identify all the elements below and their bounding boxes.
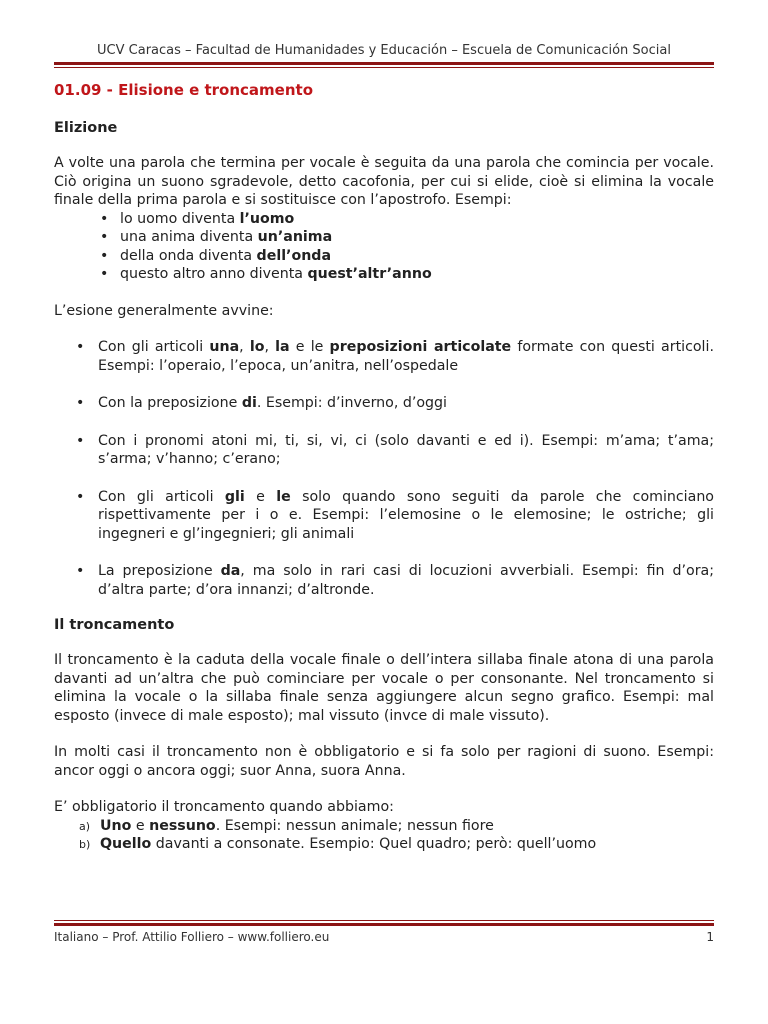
page-number: 1 <box>706 930 714 944</box>
bullet-icon: • <box>100 247 109 264</box>
elizione-intro: A volte una parola che termina per vocale è seguita da una parola che comincia per vocale. Ciò origina un suono sgradevole, detto cacofonia, per cui si elide, cioè si elimina la vocale finale della prima parola e si sostituisce con l’apostrofo. Esempi: <box>54 155 714 208</box>
list-item: • Con la preposizione di. Esempi: d’inverno, d’oggi <box>76 395 448 411</box>
footer-rule <box>54 920 714 926</box>
troncamento-paragraph-1: Il troncamento è la caduta della vocale finale o dell’intera sillaba finale atona di una parola davanti ad un’altra che può cominciare per vocale o per consonante. Nel troncamento si elimina la vocale o la sillaba finale senza aggiungere alcun segno grafico. Esempi: mal esposto (invece di male esposto); mal vissuto (invce di male vissuto). <box>54 652 714 724</box>
bullet-icon: • <box>100 229 109 245</box>
list-item: • Con gli articoli una, lo, la e le preposizioni articolate formate con questi articoli. Esempi: l’operaio, l’epoca, un’anitra, nell’ospedale <box>76 339 714 374</box>
bullet-icon: • <box>76 563 85 579</box>
list-item: b) Quello davanti a consonate. Esempio: Quel quadro; però: quell’uomo <box>54 835 714 854</box>
running-header: UCV Caracas – Facultad de Humanidades y Educación – Escuela de Comunicación Social <box>97 43 671 58</box>
list-letter: b) <box>79 838 91 851</box>
page-title: 01.09 - Elisione e troncamento <box>54 81 314 99</box>
bullet-icon: • <box>100 266 109 282</box>
bullet-icon: • <box>76 395 85 411</box>
section-heading-troncamento: Il troncamento <box>54 617 175 633</box>
troncamento-obligatory-list <box>54 817 714 854</box>
bullet-icon: • <box>76 339 85 355</box>
list-item: • Con i pronomi atoni mi, ti, si, vi, ci (solo davanti e ed i). Esempi: m’ama; t’ama; s’arma; v’hanno; c’erano; <box>76 432 714 467</box>
header-rule <box>54 62 714 68</box>
troncamento-paragraph-2: In molti casi il troncamento non è obbligatorio e si fa solo per ragioni di suono. Esempi: ancor oggi o ancora oggi; suor Anna, suora Anna. <box>54 744 714 779</box>
elizione-examples <box>54 210 714 284</box>
list-item: • della onda diventa dell’onda <box>100 247 332 264</box>
bullet-icon: • <box>76 488 85 505</box>
elisione-general: L’esione generalmente avvine: <box>54 302 274 319</box>
footer-text: Italiano – Prof. Attilio Folliero – www.folliero.eu <box>54 930 330 944</box>
list-item: • questo altro anno diventa quest’altr’anno <box>100 266 432 282</box>
bullet-icon: • <box>100 210 109 227</box>
list-letter: a) <box>79 819 91 833</box>
section-heading-elizione: Elizione <box>54 120 118 136</box>
list-item: • lo uomo diventa l’uomo <box>100 210 295 227</box>
list-item: • La preposizione da, ma solo in rari casi di locuzioni avverbiali. Esempi: fin d’ora; d’altra parte; d’ora innanzi; d’altronde. <box>76 563 714 598</box>
elisione-rules <box>54 338 714 599</box>
list-item: a) Uno e nessuno. Esempi: nessun animale; nessun fiore <box>54 817 714 836</box>
list-item: • una anima diventa un’anima <box>100 229 333 245</box>
page-content <box>54 80 714 854</box>
troncamento-paragraph-3: E’ obbligatorio il troncamento quando abbiamo: <box>54 799 394 815</box>
page-footer <box>54 930 714 944</box>
list-item: • Con gli articoli gli e le solo quando sono seguiti da parole che cominciano rispettivamente per i o e. Esempi: l’elemosine o le elemosine; le ostriche; gli ingegneri e gl’ingegnieri; gli animali <box>76 488 714 542</box>
bullet-icon: • <box>76 432 85 449</box>
